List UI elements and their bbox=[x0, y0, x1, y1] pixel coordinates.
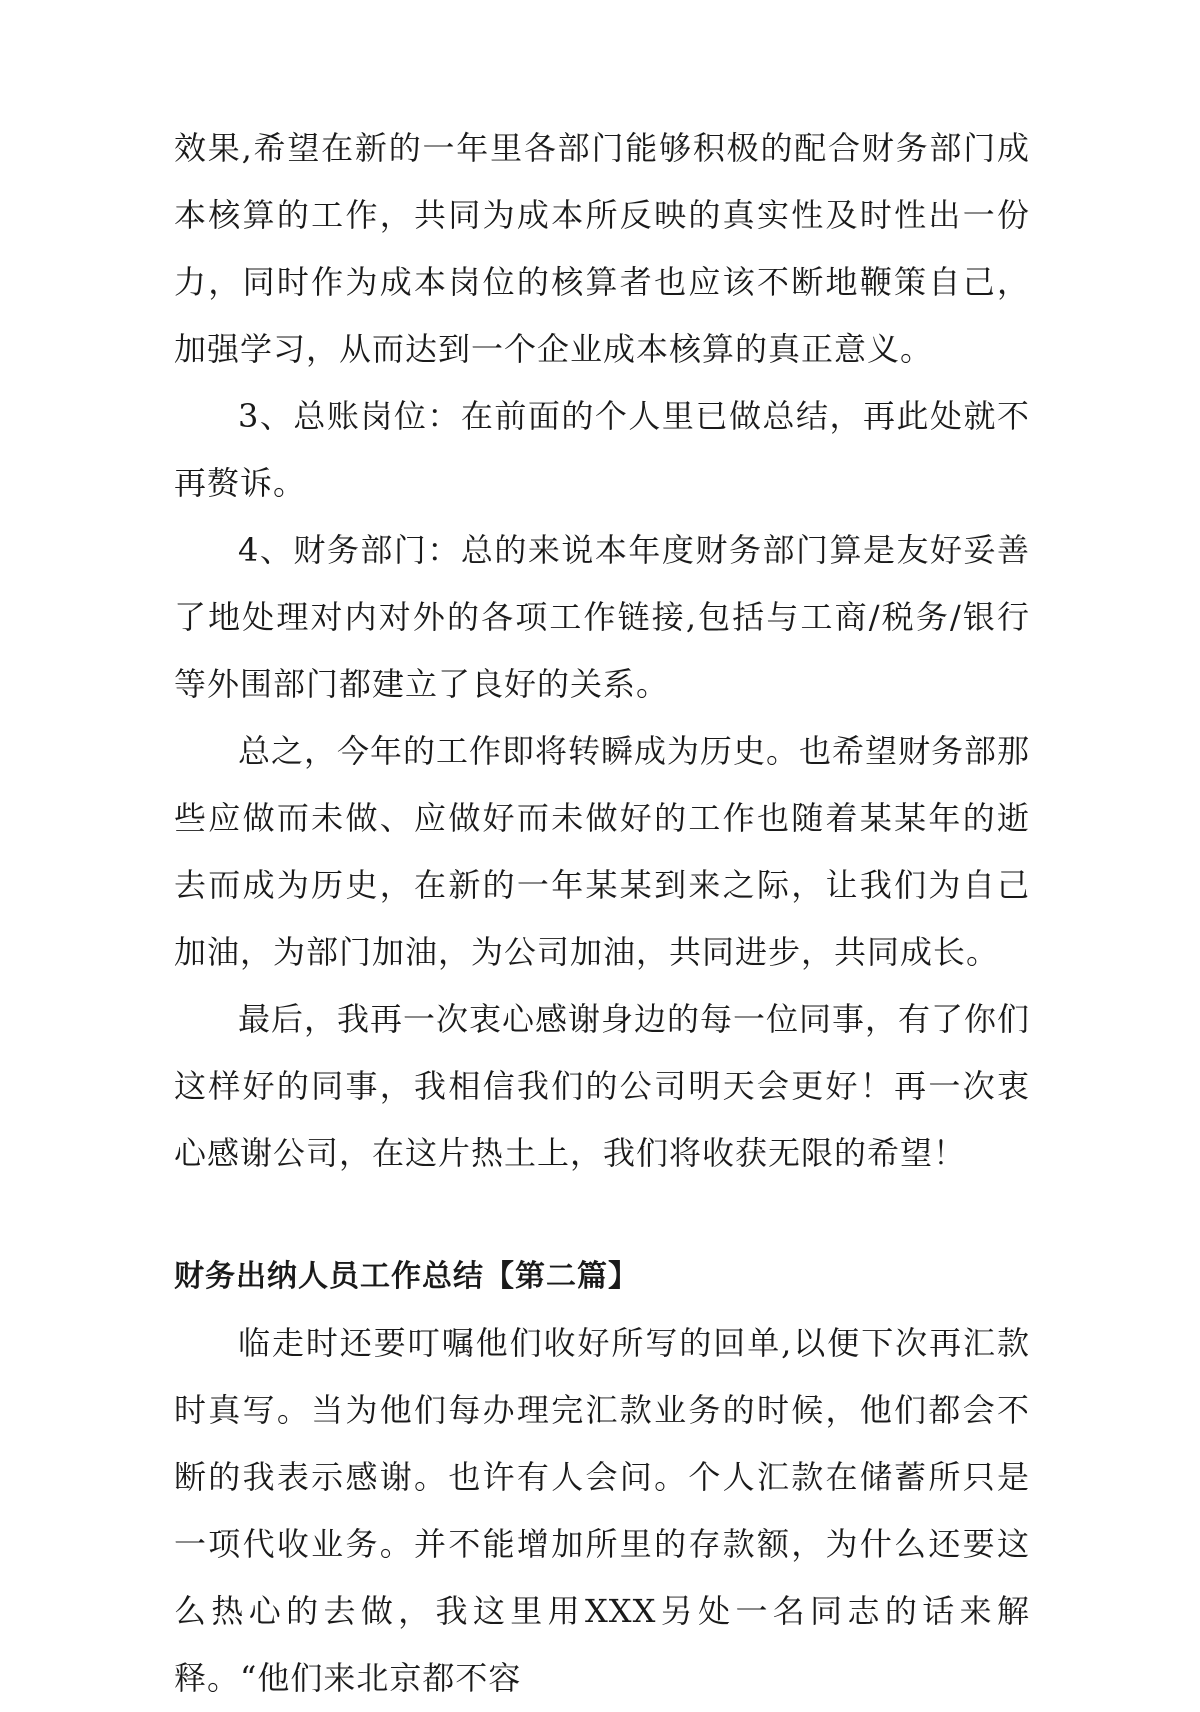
paragraph-general-ledger: 3、总账岗位：在前面的个人里已做总结，再此处就不再赘诉。 bbox=[174, 397, 1030, 502]
paragraph-summary: 总之，今年的工作即将转瞬成为历史。也希望财务部那些应做而未做、应做好而未做好的工作也随着某某年的逝去而成为历史，在新的一年某某到来之际，让我们为自己加油，为部门加油，为公司加油，共同进步，共同成长。 bbox=[174, 732, 1031, 971]
section-heading: 财务出纳人员工作总结【第二篇】 bbox=[174, 1259, 639, 1294]
paragraph-cost-accounting: 效果,希望在新的一年里各部门能够积极的配合财务部门成本核算的工作，共同为成本所反映的真实性及时性出一份力，同时作为成本岗位的核算者也应该不断地鞭策自己，加强学习，从而达到一个企业成本核算的真正意义。 bbox=[174, 129, 1030, 368]
document-body bbox=[174, 115, 1030, 1712]
paragraph-remittance: 临走时还要叮嘱他们收好所写的回单,以便下次再汇款时真写。当为他们每办理完汇款业务的时候，他们都会不断的我表示感谢。也许有人会问。个人汇款在储蓄所只是一项代收业务。并不能增加所里的存款额，为什么还要这么热心的去做，我这里用XXX另处一名同志的话来解释。“他们来北京都不容 bbox=[174, 1324, 1030, 1697]
paragraph-thanks: 最后，我再一次衷心感谢身边的每一位同事，有了你们这样好的同事，我相信我们的公司明天会更好！再一次衷心感谢公司，在这片热土上，我们将收获无限的希望！ bbox=[174, 1000, 1031, 1172]
paragraph-finance-department: 4、财务部门：总的来说本年度财务部门算是友好妥善了地处理对内对外的各项工作链接,包括与工商/税务/银行等外围部门都建立了良好的关系。 bbox=[174, 531, 1030, 703]
